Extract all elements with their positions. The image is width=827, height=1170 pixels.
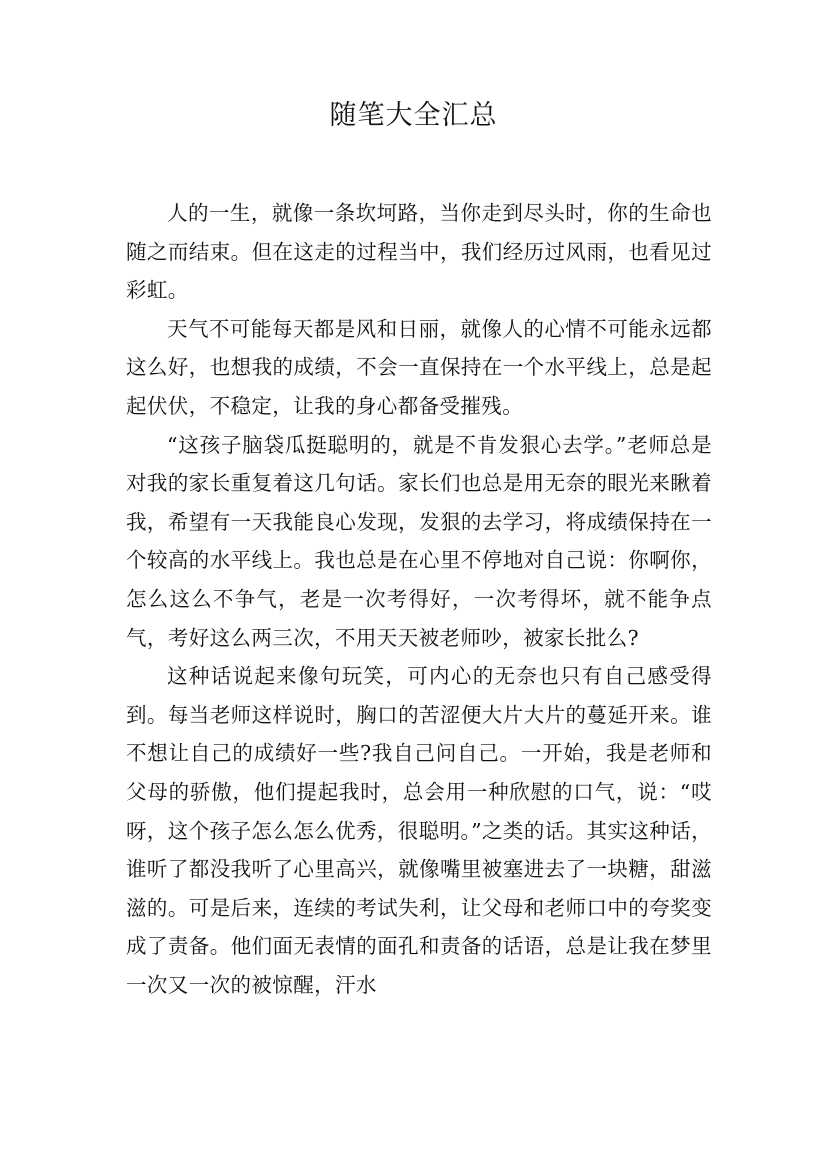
document-title: 随笔大全汇总: [329, 100, 498, 131]
paragraph-1: 人的一生，就像一条坎坷路，当你走到尽头时，你的生命也随之而结束。但在这走的过程当中，我们经历过风雨，也看见过彩虹。: [126, 201, 712, 303]
paragraph-4: 这种话说起来像句玩笑，可内心的无奈也只有自己感受得到。每当老师这样说时，胸口的苦涩便大片大片的蔓延开来。谁不想让自己的成绩好一些?我自己问自己。一开始，我是老师和父母的骄傲，他们提起我时，总会用一种欣慰的口气，说：“哎呀，这个孩子怎么怎么优秀，很聪明。”之类的话。其实这种话，谁听了都没我听了心里高兴，就像嘴里被塞进去了一块糖，甜滋滋的。可是后来，连续的考试失利，让父母和老师口中的夸奖变成了责备。他们面无表情的面孔和责备的话语，总是让我在梦里一次又一次的被惊醒，汗水: [126, 664, 712, 997]
document-body: [126, 194, 712, 1004]
paragraph-3: “这孩子脑袋瓜挺聪明的，就是不肯发狠心去学。”老师总是对我的家长重复着这几句话。家长们也总是用无奈的眼光来瞅着我，希望有一天我能良心发现，发狠的去学习，将成绩保持在一个较高的水平线上。我也总是在心里不停地对自己说：你啊你，怎么这么不争气，老是一次考得好，一次考得坏，就不能争点气，考好这么两三次，不用天天被老师吵，被家长批么?: [126, 432, 712, 650]
paragraph-2: 天气不可能每天都是风和日丽，就像人的心情不可能永远都这么好，也想我的成绩，不会一直保持在一个水平线上，总是起起伏伏，不稳定，让我的身心都备受摧残。: [126, 316, 712, 418]
